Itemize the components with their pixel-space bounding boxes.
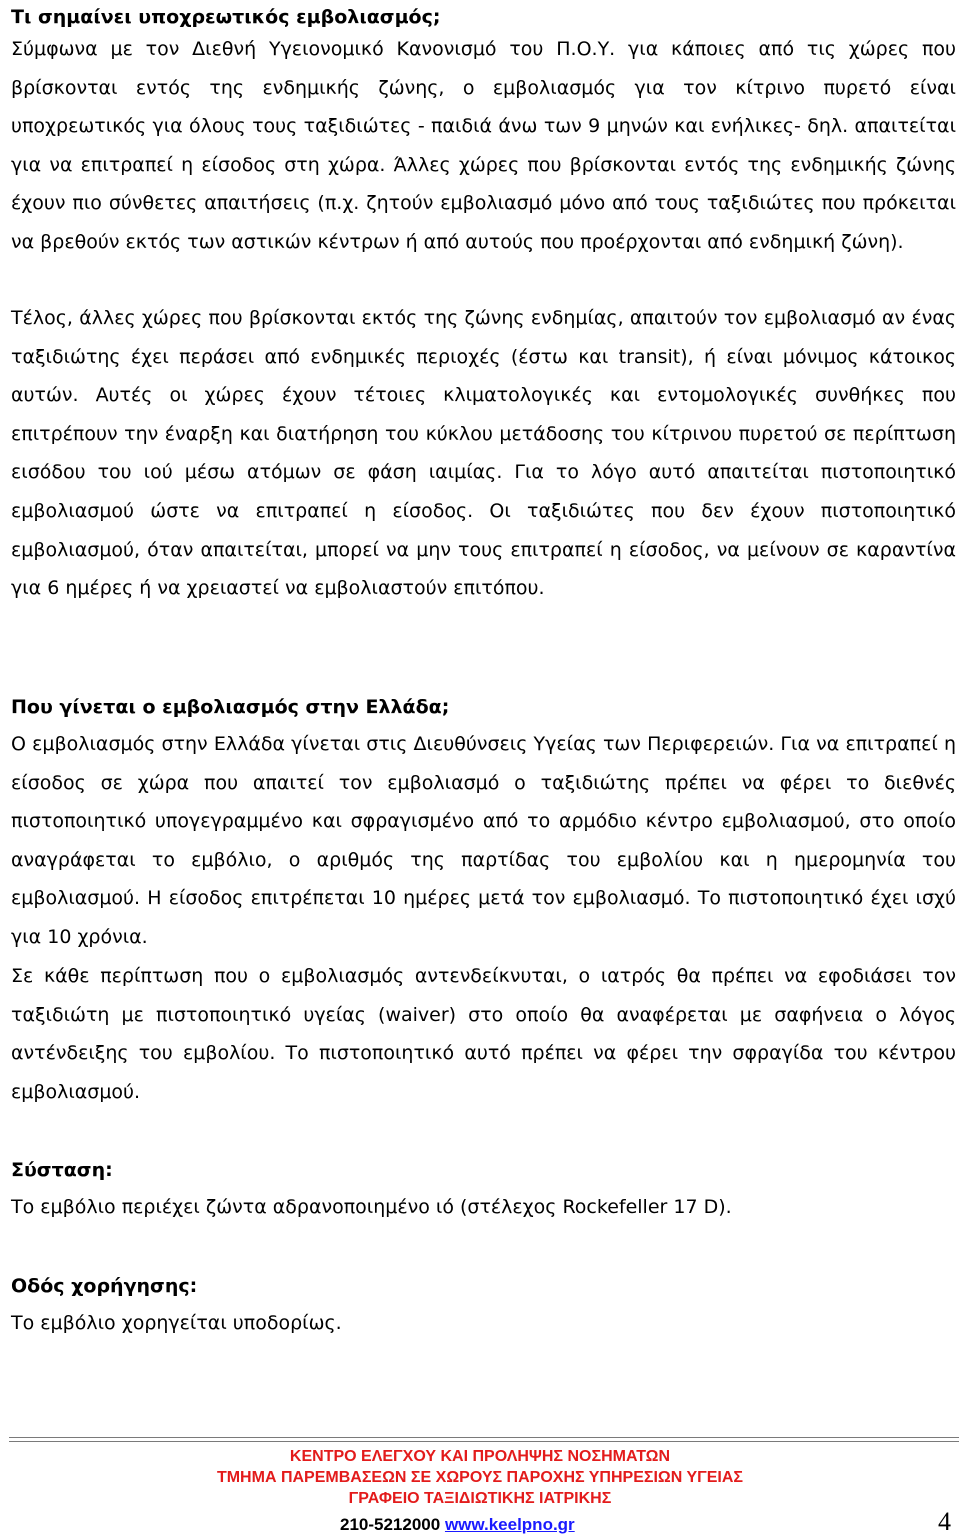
footer-phone: 210-5212000 [340, 1515, 441, 1534]
footer-line-department: ΤΜΗΜΑ ΠΑΡΕΜΒΑΣΕΩΝ ΣΕ ΧΩΡΟΥΣ ΠΑΡΟΧΗΣ ΥΠΗΡΕΣΙΩΝ ΥΓΕΙΑΣ [216, 1469, 744, 1486]
paragraph-composition: Το εμβόλιο περιέχει ζώντα αδρανοποιημένο ιό (στέλεχος Rockefeller 17 D). [11, 1196, 732, 1218]
footer-organization [0, 1446, 960, 1509]
paragraph-who-regulation: Σύμφωνα με τον Διεθνή Υγειονομικό Κανονισμό του Π.Ο.Υ. για κάποιες από τις χώρες που βρίσκονται εντός της ενδημικής ζώνης, ο εμβολιασμός για τον κίτρινο πυρετό είναι υποχρεωτικός για όλους τους ταξιδιώτες - παιδιά άνω των 9 μηνών και ενήλικες- δηλ. απαιτείται για να επιτραπεί η είσοδος στη χώρα. Άλλες χώρες που βρίσκονται εντός της ενδημικής ζώνης έχουν πιο σύνθετες απαιτήσεις (π.χ. ζητούν εμβολιασμό μόνο από τους ταξιδιώτες που πρόκειται να βρεθούν εκτός των αστικών κέντρων ή από αυτούς που προέρχονται από ενδημική ζώνη). [11, 38, 956, 253]
page-number: 4 [938, 1507, 951, 1536]
section-heading-composition: Σύσταση: [11, 1159, 113, 1181]
paragraph-health-directorates: Ο εμβολιασμός στην Ελλάδα γίνεται στις Διευθύνσεις Υγείας των Περιφερειών. Για να επιτραπεί η είσοδος σε χώρα που απαιτεί τον εμβολιασμό ο ταξιδιώτης πρέπει να φέρει το διεθνές πιστοποιητικό υπογεγραμμένο και σφραγισμένο από το αρμόδιο κέντρο εμβολιασμού, στο οποίο αναγράφεται το εμβόλιο, ο αριθμός της παρτίδας του εμβολίου και η ημερομηνία του εμβολιασμού. Η είσοδος επιτρέπεται 10 ημέρες μετά τον εμβολιασμό. Το πιστοποιητικό έχει ισχύ για 10 χρόνια. [11, 733, 956, 948]
footer-contact [340, 1515, 575, 1535]
section-heading-administration-route: Οδός χορήγησης: [11, 1275, 198, 1297]
paragraph-administration-route: Το εμβόλιο χορηγείται υποδορίως. [11, 1312, 342, 1334]
paragraph-non-endemic-countries: Τέλος, άλλες χώρες που βρίσκονται εκτός της ζώνης ενδημίας, απαιτούν τον εμβολιασμό αν ένας ταξιδιώτης έχει περάσει από ενδημικές περιοχές (έστω και transit), ή είναι μόνιμος κάτοικος αυτών. Αυτές οι χώρες έχουν τέτοιες κλιματολογικές και εντομολογικές συνθήκες που επιτρέπουν την έναρξη και διατήρηση του κύκλου μετάδοσης του κίτρινου πυρετού σε περίπτωση εισόδου του ιού μέσω ατόμων σε φάση ιαιμίας. Για το λόγο αυτό απαιτείται πιστοποιητικό εμβολιασμού ώστε να επιτραπεί η είσοδος. Οι ταξιδιώτες που δεν έχουν πιστοποιητικό εμβολιασμού, όταν απαιτείται, μπορεί να μην τους επιτραπεί η είσοδος, να μείνουν σε καραντίνα για 6 ημέρες ή να χρειαστεί να εμβολιαστούν επιτόπου. [11, 307, 956, 600]
footer-line-office: ΓΡΑΦΕΙΟ ΤΑΞΙΔΙΩΤΙΚΗΣ ΙΑΤΡΙΚΗΣ [348, 1490, 612, 1507]
footer-line-center: ΚΕΝΤΡΟ ΕΛΕΓΧΟΥ ΚΑΙ ΠΡΟΛΗΨΗΣ ΝΟΣΗΜΑΤΩΝ [289, 1448, 671, 1465]
section-heading-vaccination-greece: Που γίνεται ο εμβολιασμός στην Ελλάδα; [11, 696, 450, 718]
section-heading-mandatory-vaccination: Τι σημαίνει υποχρεωτικός εμβολιασμός; [11, 6, 441, 28]
paragraph-waiver-certificate: Σε κάθε περίπτωση που ο εμβολιασμός αντενδείκνυται, ο ιατρός θα πρέπει να εφοδιάσει τον ταξιδιώτη με πιστοποιητικό υγείας (waiver) στο οποίο θα αναφέρεται με σαφήνεια ο λόγος αντένδειξης του εμβολίου. Το πιστοποιητικό αυτό πρέπει να φέρει την σφραγίδα του κέντρου εμβολιασμού. [11, 965, 956, 1103]
footer-website-link[interactable]: www.keelpno.gr [444, 1515, 575, 1534]
footer-divider [9, 1437, 959, 1442]
